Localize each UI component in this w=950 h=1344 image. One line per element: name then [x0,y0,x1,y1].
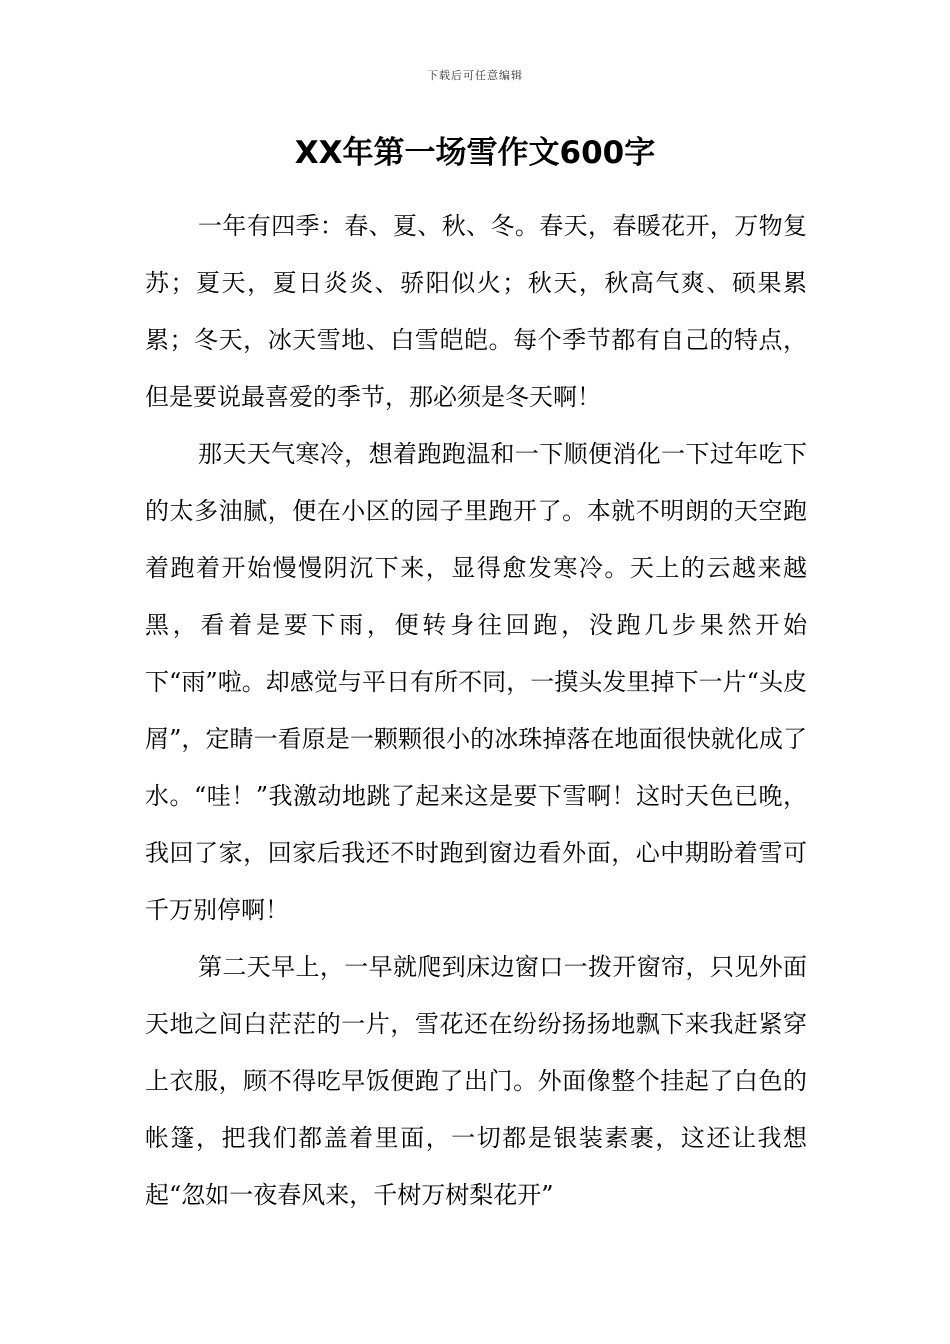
document-body [145,198,807,1224]
paragraph-3: 第二天早上，一早就爬到床边窗口一拨开窗帘，只见外面天地之间白茫茫的一片，雪花还在纷纷扬扬地飘下来我赶紧穿上衣服，顾不得吃早饭便跑了出门。外面像整个挂起了白色的帐篷，把我们都盖着里面，一切都是银装素裹，这还让我想起“忽如一夜春风来，千树万树梨花开” [145,953,807,1209]
document-title: XX年第一场雪作文600字 [294,135,656,171]
header-note: 下载后可任意编辑 [427,69,523,82]
paragraph-1: 一年有四季：春、夏、秋、冬。春天，春暖花开，万物复苏；夏天，夏日炎炎、骄阳似火；秋天，秋高气爽、硕果累累；冬天，冰天雪地、白雪皑皑。每个季节都有自己的特点，但是要说最喜爱的季节，那必须是冬天啊！ [145,212,807,411]
paragraph-2: 那天天气寒冷，想着跑跑温和一下顺便消化一下过年吃下的太多油腻，便在小区的园子里跑开了。本就不明朗的天空跑着跑着开始慢慢阴沉下来，显得愈发寒冷。天上的云越来越黑，看着是要下雨，便转身往回跑，没跑几步果然开始下“雨”啦。却感觉与平日有所不同，一摸头发里掉下一片“头皮屑”，定睛一看原是一颗颗很小的冰珠掉落在地面很快就化成了水。“哇！”我激动地跳了起来这是要下雪啊！这时天色已晚，我回了家，回家后我还不时跑到窗边看外面，心中期盼着雪可千万别停啊！ [145,440,807,924]
